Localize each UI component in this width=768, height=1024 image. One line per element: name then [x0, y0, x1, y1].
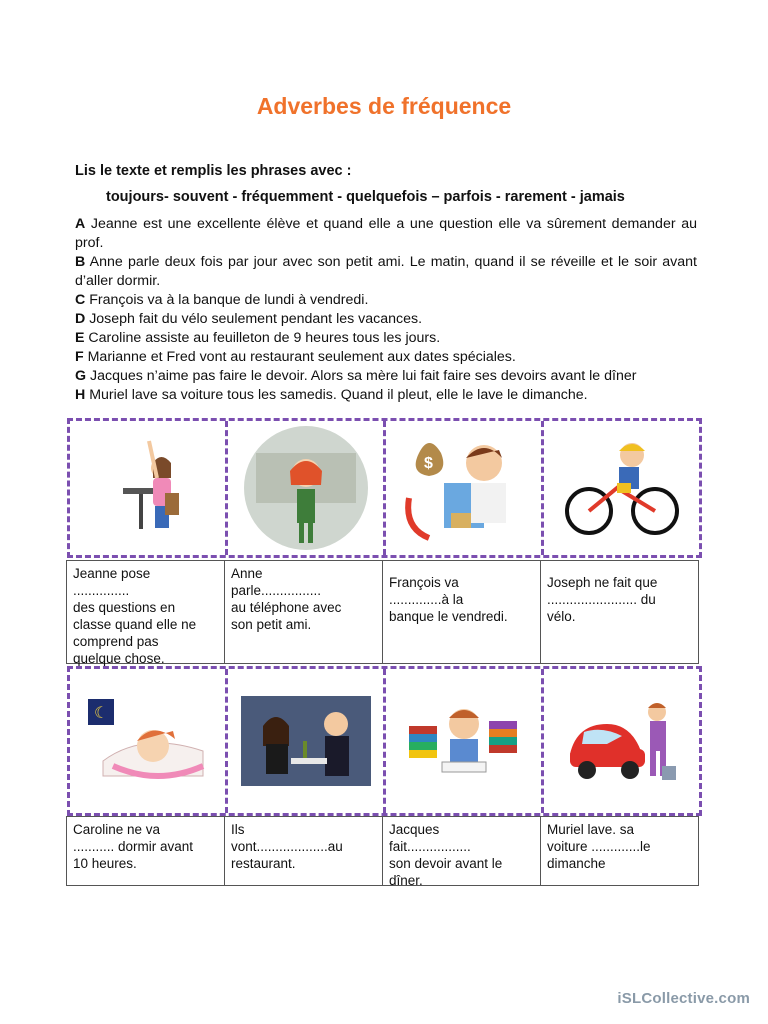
answer-cell-francois: François va ..............à la banque le vendredi.	[383, 561, 541, 663]
word-list: toujours- souvent - fréquemment - quelquefois – parfois - rarement - jamais	[106, 189, 625, 205]
answer-cell-muriel: Muriel lave. sa voiture .............le dimanche	[547, 822, 651, 871]
sentence-c: C François va à la banque de lundi à vendredi.	[75, 292, 369, 308]
girl-raising-hand-image	[70, 421, 228, 555]
boy-cycling-image	[544, 421, 699, 555]
answer-cell-jacques: Jacques fait................. son devoir avant le dîner.	[383, 817, 541, 885]
answer-cell-caroline: Caroline ne va ........... dormir avant 10 heures.	[67, 817, 225, 885]
sentence-g: G Jacques n’aime pas faire le devoir. Alors sa mère lui fait faire ses devoirs avant le dîner	[75, 368, 637, 384]
svg-text:$: $	[423, 455, 433, 472]
answer-row-2	[66, 816, 699, 886]
sentence-a: A Jeanne est une excellente élève et quand elle a une question elle va sûrement demander au prof.	[75, 216, 697, 251]
page-title: Adverbes de fréquence	[256, 93, 512, 119]
image-row-1	[67, 418, 702, 558]
sentence-d: D Joseph fait du vélo seulement pendant les vacances.	[75, 311, 423, 327]
girl-sleeping-image	[70, 669, 228, 813]
sentence-b: B Anne parle deux fois par jour avec son petit ami. Le matin, quand il se réveille et le soir avant d’aller dormir.	[75, 254, 697, 289]
couple-restaurant-image	[228, 669, 386, 813]
sentence-f: F Marianne et Fred vont au restaurant seulement aux dates spéciales.	[75, 349, 516, 365]
image-row-2	[67, 666, 702, 816]
man-at-bank-image	[386, 421, 544, 555]
sentence-e: E Caroline assiste au feuilleton de 9 heures tous les jours.	[75, 330, 441, 346]
instruction: Lis le texte et remplis les phrases avec :	[75, 163, 352, 179]
answer-cell-anne: Anne parle................ au téléphone avec son petit ami.	[225, 561, 383, 663]
answer-cell-joseph: Joseph ne fait que ........................ du vélo.	[547, 575, 658, 624]
watermark-footer: iSLCollective.com	[617, 990, 750, 1007]
svg-text:☾: ☾	[93, 703, 108, 722]
answer-cell-jeanne: Jeanne pose ............... des questions en classe quand elle ne comprend pas quelque chose.	[67, 561, 225, 663]
sentence-h: H Muriel lave sa voiture tous les samedis. Quand il pleut, elle le lave le dimanche.	[75, 387, 588, 403]
girl-on-phone-image	[228, 421, 386, 555]
boy-with-books-image	[386, 669, 544, 813]
sentence-list	[75, 214, 697, 405]
woman-washing-car-image	[544, 669, 699, 813]
answer-cell-ils: Ils vont...................au restaurant.	[225, 817, 383, 885]
answer-row-1	[66, 560, 699, 664]
